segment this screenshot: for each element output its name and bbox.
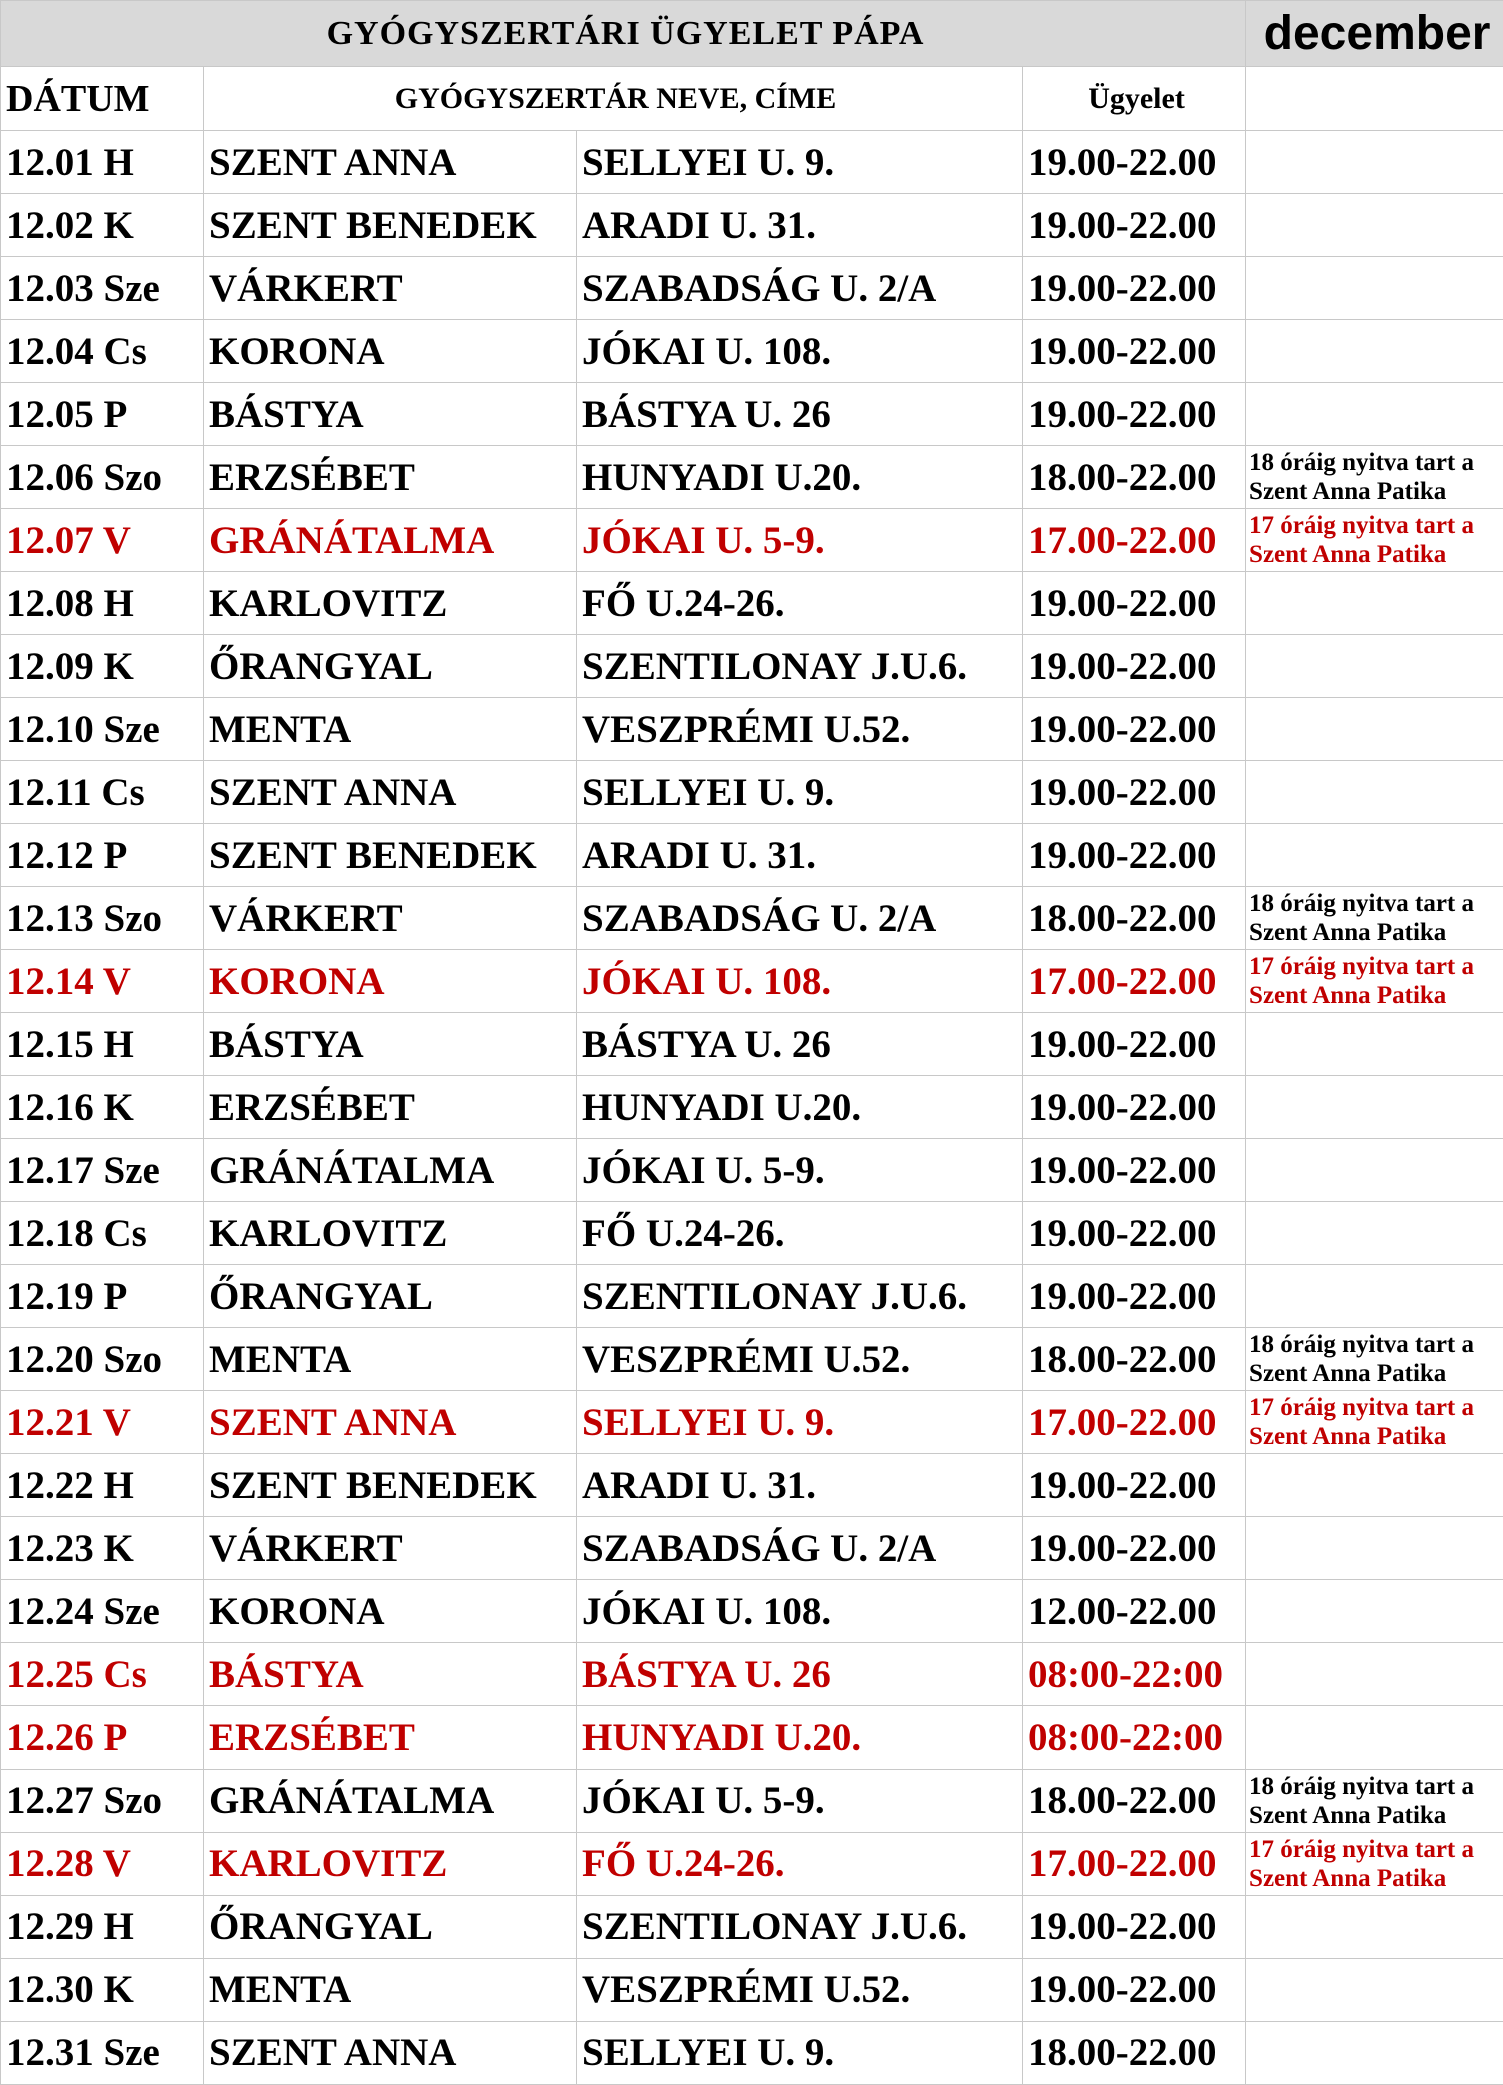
column-header-notes	[1246, 67, 1503, 131]
note-line-2: Szent Anna Patika	[1249, 1801, 1447, 1829]
note-cell	[1246, 887, 1503, 950]
table-row	[1, 887, 1503, 950]
pharmacy-name-cell: BÁSTYA	[204, 1013, 577, 1076]
note-cell	[1246, 509, 1503, 572]
table-row	[1, 1139, 1503, 1202]
table-row	[1, 1202, 1503, 1265]
duty-hours-cell: 08:00-22:00	[1023, 1706, 1246, 1769]
duty-hours-cell: 19.00-22.00	[1023, 1202, 1246, 1265]
note-cell	[1246, 1517, 1503, 1580]
note-cell	[1246, 257, 1503, 320]
column-header-row	[1, 67, 1503, 131]
pharmacy-address-cell: JÓKAI U. 5-9.	[577, 1139, 1023, 1202]
pharmacy-address-cell: SELLYEI U. 9.	[577, 131, 1023, 194]
table-row	[1, 761, 1503, 824]
pharmacy-address-cell: JÓKAI U. 108.	[577, 950, 1023, 1013]
table-row	[1, 2021, 1503, 2084]
note-cell	[1246, 383, 1503, 446]
note-cell	[1246, 950, 1503, 1013]
column-header-pharmacy: GYÓGYSZERTÁR NEVE, CÍME	[204, 67, 1023, 131]
pharmacy-name-cell: SZENT ANNA	[204, 2021, 577, 2084]
note-cell	[1246, 698, 1503, 761]
pharmacy-address-cell: BÁSTYA U. 26	[577, 383, 1023, 446]
table-row	[1, 1706, 1503, 1769]
date-cell: 12.09 K	[1, 635, 204, 698]
table-row	[1, 1265, 1503, 1328]
table-row	[1, 1391, 1503, 1454]
note-cell	[1246, 1958, 1503, 2021]
duty-hours-cell: 19.00-22.00	[1023, 1139, 1246, 1202]
duty-hours-cell: 12.00-22.00	[1023, 1580, 1246, 1643]
pharmacy-address-cell: HUNYADI U.20.	[577, 1076, 1023, 1139]
note-cell	[1246, 1328, 1503, 1391]
table-row	[1, 509, 1503, 572]
note-cell	[1246, 1139, 1503, 1202]
note-line-2: Szent Anna Patika	[1249, 478, 1447, 506]
title-row	[1, 1, 1503, 67]
pharmacy-address-cell: BÁSTYA U. 26	[577, 1013, 1023, 1076]
table-row	[1, 194, 1503, 257]
pharmacy-address-cell: FŐ U.24-26.	[577, 1832, 1023, 1895]
note-cell	[1246, 2021, 1503, 2084]
table-row	[1, 383, 1503, 446]
date-cell: 12.13 Szo	[1, 887, 204, 950]
duty-hours-cell: 17.00-22.00	[1023, 1391, 1246, 1454]
note-cell	[1246, 1202, 1503, 1265]
pharmacy-address-cell: SELLYEI U. 9.	[577, 761, 1023, 824]
pharmacy-name-cell: KARLOVITZ	[204, 1832, 577, 1895]
date-cell: 12.14 V	[1, 950, 204, 1013]
note-cell	[1246, 761, 1503, 824]
date-cell: 12.18 Cs	[1, 1202, 204, 1265]
note-line-2: Szent Anna Patika	[1249, 982, 1447, 1010]
date-cell: 12.25 Cs	[1, 1643, 204, 1706]
pharmacy-name-cell: KARLOVITZ	[204, 572, 577, 635]
page-title: GYÓGYSZERTÁRI ÜGYELET PÁPA	[1, 1, 1246, 67]
pharmacy-name-cell: KORONA	[204, 1580, 577, 1643]
duty-hours-cell: 18.00-22.00	[1023, 2021, 1246, 2084]
pharmacy-name-cell: SZENT ANNA	[204, 1391, 577, 1454]
pharmacy-name-cell: SZENT BENEDEK	[204, 824, 577, 887]
note-line-2: Szent Anna Patika	[1249, 1864, 1447, 1892]
note-line-1: 18 óráig nyitva tart a	[1249, 1331, 1475, 1359]
duty-hours-cell: 19.00-22.00	[1023, 194, 1246, 257]
note-line-1: 18 óráig nyitva tart a	[1249, 1772, 1475, 1800]
table-row	[1, 635, 1503, 698]
note-cell	[1246, 1895, 1503, 1958]
pharmacy-name-cell: SZENT ANNA	[204, 131, 577, 194]
table-row	[1, 1454, 1503, 1517]
duty-hours-cell: 19.00-22.00	[1023, 635, 1246, 698]
date-cell: 12.06 Szo	[1, 446, 204, 509]
note-cell	[1246, 1832, 1503, 1895]
duty-hours-cell: 19.00-22.00	[1023, 761, 1246, 824]
note-line-1: 17 óráig nyitva tart a	[1249, 953, 1475, 981]
pharmacy-address-cell: JÓKAI U. 5-9.	[577, 509, 1023, 572]
duty-hours-cell: 19.00-22.00	[1023, 572, 1246, 635]
pharmacy-name-cell: GRÁNÁTALMA	[204, 1139, 577, 1202]
table-row	[1, 1328, 1503, 1391]
date-cell: 12.17 Sze	[1, 1139, 204, 1202]
pharmacy-name-cell: VÁRKERT	[204, 887, 577, 950]
note-line-2: Szent Anna Patika	[1249, 1423, 1447, 1451]
note-cell	[1246, 131, 1503, 194]
date-cell: 12.07 V	[1, 509, 204, 572]
note-cell	[1246, 824, 1503, 887]
pharmacy-name-cell: ERZSÉBET	[204, 1706, 577, 1769]
pharmacy-name-cell: SZENT BENEDEK	[204, 194, 577, 257]
date-cell: 12.29 H	[1, 1895, 204, 1958]
date-cell: 12.08 H	[1, 572, 204, 635]
date-cell: 12.16 K	[1, 1076, 204, 1139]
pharmacy-address-cell: JÓKAI U. 5-9.	[577, 1769, 1023, 1832]
note-cell	[1246, 1454, 1503, 1517]
duty-hours-cell: 08:00-22:00	[1023, 1643, 1246, 1706]
duty-hours-cell: 18.00-22.00	[1023, 1769, 1246, 1832]
pharmacy-address-cell: JÓKAI U. 108.	[577, 1580, 1023, 1643]
note-cell	[1246, 572, 1503, 635]
table-row	[1, 446, 1503, 509]
date-cell: 12.01 H	[1, 131, 204, 194]
table-row	[1, 1832, 1503, 1895]
note-line-2: Szent Anna Patika	[1249, 541, 1447, 569]
duty-hours-cell: 19.00-22.00	[1023, 1517, 1246, 1580]
table-row	[1, 1580, 1503, 1643]
date-cell: 12.26 P	[1, 1706, 204, 1769]
pharmacy-address-cell: SELLYEI U. 9.	[577, 2021, 1023, 2084]
date-cell: 12.22 H	[1, 1454, 204, 1517]
duty-hours-cell: 17.00-22.00	[1023, 509, 1246, 572]
note-cell	[1246, 1391, 1503, 1454]
pharmacy-address-cell: SZENTILONAY J.U.6.	[577, 1895, 1023, 1958]
date-cell: 12.30 K	[1, 1958, 204, 2021]
column-header-date: DÁTUM	[1, 67, 204, 131]
pharmacy-address-cell: SZENTILONAY J.U.6.	[577, 1265, 1023, 1328]
date-cell: 12.19 P	[1, 1265, 204, 1328]
table-row	[1, 824, 1503, 887]
duty-hours-cell: 19.00-22.00	[1023, 257, 1246, 320]
note-cell	[1246, 1769, 1503, 1832]
date-cell: 12.28 V	[1, 1832, 204, 1895]
pharmacy-address-cell: FŐ U.24-26.	[577, 1202, 1023, 1265]
pharmacy-address-cell: SZABADSÁG U. 2/A	[577, 887, 1023, 950]
pharmacy-name-cell: ŐRANGYAL	[204, 635, 577, 698]
pharmacy-name-cell: GRÁNÁTALMA	[204, 1769, 577, 1832]
date-cell: 12.11 Cs	[1, 761, 204, 824]
table-row	[1, 1769, 1503, 1832]
pharmacy-name-cell: BÁSTYA	[204, 1643, 577, 1706]
pharmacy-address-cell: SZABADSÁG U. 2/A	[577, 257, 1023, 320]
pharmacy-name-cell: MENTA	[204, 1958, 577, 2021]
duty-hours-cell: 19.00-22.00	[1023, 1454, 1246, 1517]
pharmacy-name-cell: ERZSÉBET	[204, 446, 577, 509]
note-line-1: 18 óráig nyitva tart a	[1249, 449, 1475, 477]
table-row	[1, 1076, 1503, 1139]
duty-hours-cell: 18.00-22.00	[1023, 1328, 1246, 1391]
month-label: december	[1246, 1, 1503, 67]
table-row	[1, 1517, 1503, 1580]
note-cell	[1246, 635, 1503, 698]
duty-hours-cell: 19.00-22.00	[1023, 1076, 1246, 1139]
date-cell: 12.12 P	[1, 824, 204, 887]
pharmacy-address-cell: ARADI U. 31.	[577, 824, 1023, 887]
duty-hours-cell: 18.00-22.00	[1023, 887, 1246, 950]
table-row	[1, 1013, 1503, 1076]
note-cell	[1246, 1013, 1503, 1076]
note-line-2: Szent Anna Patika	[1249, 1360, 1447, 1388]
date-cell: 12.31 Sze	[1, 2021, 204, 2084]
table-row	[1, 1895, 1503, 1958]
pharmacy-name-cell: SZENT BENEDEK	[204, 1454, 577, 1517]
note-cell	[1246, 1076, 1503, 1139]
duty-hours-cell: 18.00-22.00	[1023, 446, 1246, 509]
note-cell	[1246, 1643, 1503, 1706]
pharmacy-name-cell: KORONA	[204, 950, 577, 1013]
duty-hours-cell: 17.00-22.00	[1023, 950, 1246, 1013]
date-cell: 12.02 K	[1, 194, 204, 257]
pharmacy-address-cell: JÓKAI U. 108.	[577, 320, 1023, 383]
date-cell: 12.24 Sze	[1, 1580, 204, 1643]
duty-hours-cell: 19.00-22.00	[1023, 698, 1246, 761]
note-line-1: 17 óráig nyitva tart a	[1249, 1835, 1475, 1863]
note-line-1: 18 óráig nyitva tart a	[1249, 890, 1475, 918]
pharmacy-name-cell: KARLOVITZ	[204, 1202, 577, 1265]
pharmacy-address-cell: BÁSTYA U. 26	[577, 1643, 1023, 1706]
pharmacy-address-cell: SZENTILONAY J.U.6.	[577, 635, 1023, 698]
pharmacy-name-cell: ERZSÉBET	[204, 1076, 577, 1139]
pharmacy-address-cell: VESZPRÉMI U.52.	[577, 698, 1023, 761]
date-cell: 12.20 Szo	[1, 1328, 204, 1391]
pharmacy-name-cell: ŐRANGYAL	[204, 1265, 577, 1328]
date-cell: 12.27 Szo	[1, 1769, 204, 1832]
date-cell: 12.15 H	[1, 1013, 204, 1076]
date-cell: 12.23 K	[1, 1517, 204, 1580]
pharmacy-address-cell: VESZPRÉMI U.52.	[577, 1328, 1023, 1391]
pharmacy-name-cell: KORONA	[204, 320, 577, 383]
duty-hours-cell: 19.00-22.00	[1023, 1013, 1246, 1076]
pharmacy-name-cell: BÁSTYA	[204, 383, 577, 446]
note-cell	[1246, 1706, 1503, 1769]
pharmacy-address-cell: HUNYADI U.20.	[577, 1706, 1023, 1769]
table-row	[1, 1958, 1503, 2021]
pharmacy-name-cell: VÁRKERT	[204, 1517, 577, 1580]
table-row	[1, 257, 1503, 320]
date-cell: 12.05 P	[1, 383, 204, 446]
duty-hours-cell: 19.00-22.00	[1023, 131, 1246, 194]
note-line-1: 17 óráig nyitva tart a	[1249, 512, 1475, 540]
note-cell	[1246, 446, 1503, 509]
note-cell	[1246, 320, 1503, 383]
pharmacy-address-cell: VESZPRÉMI U.52.	[577, 1958, 1023, 2021]
pharmacy-address-cell: FŐ U.24-26.	[577, 572, 1023, 635]
pharmacy-name-cell: MENTA	[204, 1328, 577, 1391]
duty-hours-cell: 19.00-22.00	[1023, 1895, 1246, 1958]
pharmacy-name-cell: VÁRKERT	[204, 257, 577, 320]
duty-hours-cell: 19.00-22.00	[1023, 320, 1246, 383]
note-line-2: Szent Anna Patika	[1249, 919, 1447, 947]
note-line-1: 17 óráig nyitva tart a	[1249, 1394, 1475, 1422]
table-row	[1, 572, 1503, 635]
note-cell	[1246, 1580, 1503, 1643]
pharmacy-address-cell: HUNYADI U.20.	[577, 446, 1023, 509]
table-row	[1, 698, 1503, 761]
date-cell: 12.10 Sze	[1, 698, 204, 761]
date-cell: 12.03 Sze	[1, 257, 204, 320]
date-cell: 12.21 V	[1, 1391, 204, 1454]
duty-hours-cell: 19.00-22.00	[1023, 824, 1246, 887]
duty-hours-cell: 19.00-22.00	[1023, 1958, 1246, 2021]
duty-hours-cell: 19.00-22.00	[1023, 383, 1246, 446]
pharmacy-name-cell: ŐRANGYAL	[204, 1895, 577, 1958]
date-cell: 12.04 Cs	[1, 320, 204, 383]
note-cell	[1246, 194, 1503, 257]
pharmacy-name-cell: MENTA	[204, 698, 577, 761]
pharmacy-address-cell: SZABADSÁG U. 2/A	[577, 1517, 1023, 1580]
duty-hours-cell: 19.00-22.00	[1023, 1265, 1246, 1328]
pharmacy-address-cell: ARADI U. 31.	[577, 194, 1023, 257]
table-row	[1, 131, 1503, 194]
pharmacy-name-cell: SZENT ANNA	[204, 761, 577, 824]
table-row	[1, 320, 1503, 383]
pharmacy-name-cell: GRÁNÁTALMA	[204, 509, 577, 572]
column-header-duty: Ügyelet	[1023, 67, 1246, 131]
note-cell	[1246, 1265, 1503, 1328]
table-row	[1, 950, 1503, 1013]
pharmacy-address-cell: ARADI U. 31.	[577, 1454, 1023, 1517]
pharmacy-address-cell: SELLYEI U. 9.	[577, 1391, 1023, 1454]
table-row	[1, 1643, 1503, 1706]
duty-hours-cell: 17.00-22.00	[1023, 1832, 1246, 1895]
